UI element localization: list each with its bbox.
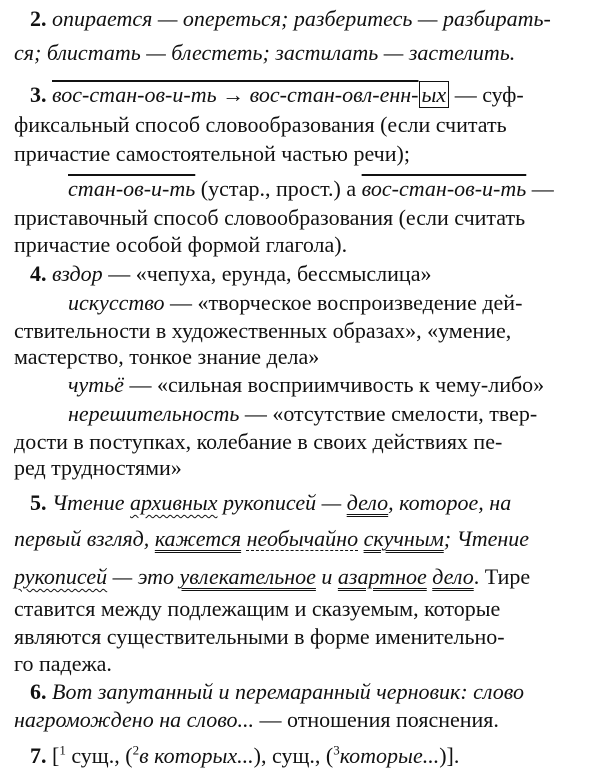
text-segment: вос-стан-ов-и-ть → вос-стан-овл-енн- (52, 82, 419, 107)
text-segment: опирается — опереться; разберитесь — разбирать- (52, 6, 551, 31)
text-segment: увлекательное (179, 564, 316, 589)
text-line (14, 318, 590, 344)
text-segment: нерешительность (68, 401, 240, 426)
text-segment: необычайно (246, 526, 359, 551)
text-segment: первый взгляд, (14, 526, 155, 551)
text-segment: которые... (339, 743, 440, 768)
text-segment: 6. (30, 679, 52, 704)
text-segment: рукописей (14, 564, 108, 589)
text-segment: вздор (52, 261, 103, 286)
text-segment: )]. (439, 743, 460, 768)
text-segment: , на (478, 490, 512, 515)
text-segment: являются существительными в форме именительно- (14, 624, 505, 649)
text-line (14, 232, 590, 258)
text-line (14, 564, 590, 590)
text-line (68, 401, 590, 427)
text-segment: 2 (132, 742, 140, 758)
text-line (68, 176, 590, 202)
text-segment: 3 (333, 742, 340, 758)
text-segment: искусство (68, 290, 165, 315)
text-segment: которое (399, 490, 479, 515)
text-segment: кажется (154, 526, 242, 551)
text-segment: дело (346, 490, 389, 515)
text-line (30, 743, 590, 769)
text-segment: Вот запутанный и перемаранный черновик: слово (52, 679, 525, 704)
text-segment: — (526, 176, 554, 201)
text-segment: — «отсутствие смелости, твер- (239, 401, 538, 426)
text-segment: дело (432, 564, 474, 589)
text-segment: — это (107, 564, 180, 589)
text-segment: 5. (30, 490, 52, 515)
text-segment: скучным (363, 526, 444, 551)
text-segment: 3. (30, 82, 52, 107)
text-segment: причастие особой формой глагола). (14, 232, 348, 257)
text-segment: стан-ов-и-ть (68, 176, 196, 201)
text-segment: ся; блистать — блестеть; застилать — застелить. (14, 40, 516, 65)
text-segment: ), сущ., ( (253, 743, 334, 768)
text-segment: ред трудностями» (14, 455, 182, 480)
text-line (30, 82, 590, 108)
text-segment: — «чепуха, ерунда, бессмыслица» (102, 261, 432, 286)
text-segment: Чтение (456, 526, 530, 551)
text-segment: [ (52, 743, 60, 768)
text-segment: и (315, 564, 338, 589)
text-segment: — суф- (449, 82, 524, 107)
text-line (68, 290, 590, 316)
text-segment: (устар., прост.) а (195, 176, 362, 201)
text-line (14, 596, 590, 622)
text-segment: рукописей (222, 490, 317, 515)
text-segment: фиксальный способ словообразования (если считать (14, 112, 507, 137)
text-segment: ; (443, 526, 457, 551)
text-segment: — «сильная восприимчивость к чему-либо» (123, 372, 545, 397)
text-segment: Чтение (52, 490, 125, 515)
text-segment: чутьё (68, 372, 124, 397)
text-line (14, 455, 590, 481)
text-segment: — «творческое воспроизведение дей- (164, 290, 523, 315)
text-segment: нагромождено на слово... (14, 707, 254, 732)
text-segment: сущ., ( (65, 743, 133, 768)
text-segment: мастерство, тонкое знание дела» (14, 344, 320, 369)
text-line (14, 651, 590, 677)
text-line (68, 372, 590, 398)
text-line (14, 141, 590, 167)
text-segment: ых (419, 81, 450, 108)
text-segment: причастие самостоятельной частью речи); (14, 141, 410, 166)
text-segment: 1 (59, 742, 66, 758)
text-segment: ствительности в художественных образах», «умение, (14, 318, 512, 343)
text-line (14, 707, 590, 733)
text-segment: го падежа. (14, 651, 112, 676)
text-segment: вос-стан-ов-и-ть (361, 176, 527, 201)
text-segment: 7. (30, 743, 52, 768)
text-line (30, 679, 590, 705)
text-segment: . Тире (473, 564, 531, 589)
text-line (30, 261, 590, 287)
text-segment: приставочный способ словообразования (если считать (14, 205, 526, 230)
text-segment: — (316, 490, 347, 515)
text-segment: азартное (337, 564, 427, 589)
text-segment: , (388, 490, 400, 515)
text-line (14, 344, 590, 370)
text-segment: дости в поступках, колебание в своих действиях пе- (14, 429, 503, 454)
text-line (30, 490, 590, 516)
text-line (30, 6, 590, 32)
text-segment: ставится между подлежащим и сказуемым, которые (14, 596, 501, 621)
text-line (14, 40, 590, 66)
text-segment: 4. (30, 261, 52, 286)
text-segment: — отношения пояснения. (254, 707, 499, 732)
text-segment: 2. (30, 6, 52, 31)
text-line (14, 429, 590, 455)
text-line (14, 205, 590, 231)
text-segment: в которых... (139, 743, 254, 768)
text-segment: архивных (130, 490, 218, 515)
text-line (14, 624, 590, 650)
text-line (14, 526, 590, 552)
text-line (14, 112, 590, 138)
